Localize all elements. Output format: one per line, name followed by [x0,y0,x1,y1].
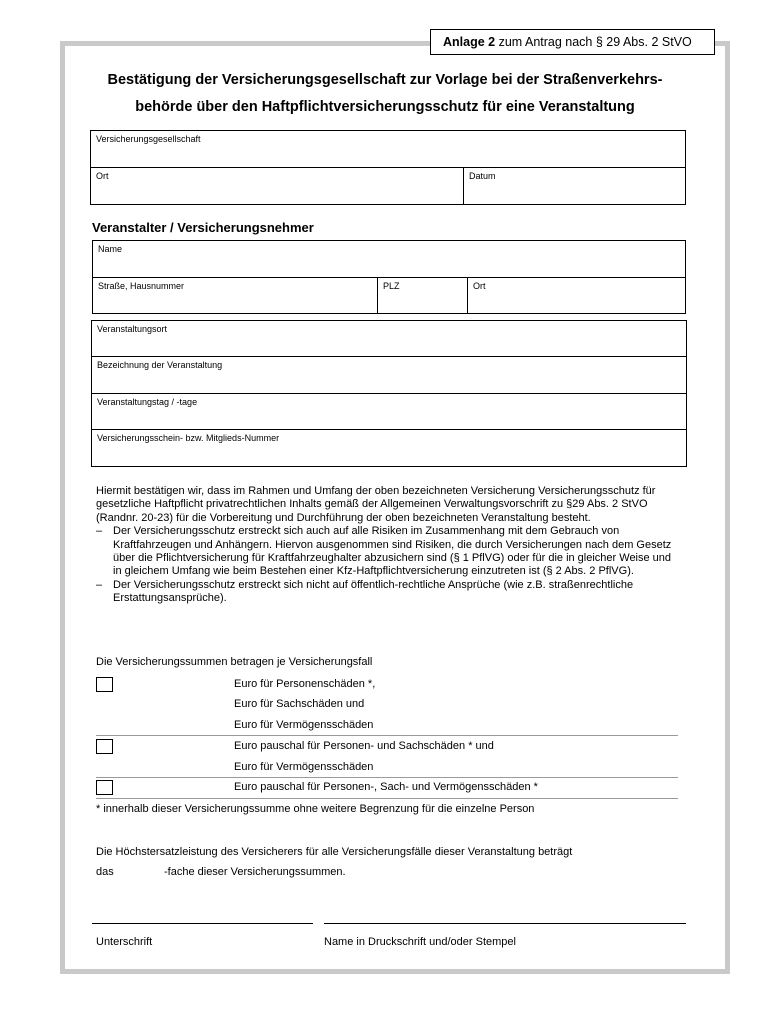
insurer-date-field[interactable] [463,167,686,205]
name-stamp-line[interactable] [324,923,686,924]
signature-label: Unterschrift [96,936,153,948]
option-1-separator [96,735,678,736]
policy-number-label: Versicherungsschein- bzw. Mitglieds-Nummer [97,433,280,443]
option-2-separator [96,777,678,778]
option-1-person-damage: Euro für Personenschäden *, [234,678,376,690]
statement-bullet-2-text: Der Versicherungsschutz erstreckt sich nicht auf öffentlich-rechtliche Ansprüche (wie z.B. straßenrechtliche Erstattungsansprüche). [113,578,634,605]
insurer-date-label: Datum [469,171,496,181]
organizer-city-label: Ort [473,281,486,291]
confirmation-statement [96,485,676,606]
organizer-zip-field[interactable] [377,277,467,314]
sums-intro: Die Versicherungssummen betragen je Versicherungsfall [96,656,373,668]
statement-bullet-2 [96,579,676,606]
insurance-company-field[interactable] [90,130,686,167]
max-payout-text: Die Höchstersatzleistung des Versicherers für alle Versicherungsfälle dieser Veranstaltung beträgt [96,846,573,858]
option-3-checkbox[interactable] [96,780,113,795]
statement-bullet-1 [96,525,676,579]
event-days-field[interactable] [91,393,687,429]
organizer-city-field[interactable] [467,277,686,314]
bullet-dash: – [96,578,103,591]
option-2-lump-sum: Euro pauschal für Personen- und Sachschäden * und [234,740,494,752]
option-1-financial-damage: Euro für Vermögensschäden [234,719,374,731]
anlage-number: Anlage 2 [443,35,496,49]
max-payout-factor: -fache dieser Versicherungssummen. [164,866,346,878]
option-3-lump-sum: Euro pauschal für Personen-, Sach- und Vermögensschäden * [234,781,538,793]
insurance-company-label: Versicherungsgesellschaft [96,134,201,144]
title-line-2: behörde über den Haftpflichtversicherungsschutz für eine Veranstaltung [135,99,635,115]
organizer-street-label: Straße, Hausnummer [98,281,185,291]
policy-number-field[interactable] [91,429,687,467]
event-title-field[interactable] [91,356,687,393]
document-title [85,67,685,121]
event-title-label: Bezeichnung der Veranstaltung [97,360,223,370]
name-stamp-label: Name in Druckschrift und/oder Stempel [324,936,516,948]
option-1-property-damage: Euro für Sachschäden und [234,698,365,710]
statement-intro: Hiermit bestätigen wir, dass im Rahmen und Umfang der oben bezeichneten Versicherung Versicherungsschutz für gesetzliche Haftpflicht privatrechtlichen Inhalts gemäß der Allgemeinen Verwaltungsvorschrift zu §29 Abs. 2 StVO (Randnr. 20-23) für die Vorbereitung und Durchführung der oben bezeichneten Veranstaltung besteht. [96,485,656,524]
organizer-name-label: Name [98,244,123,254]
event-location-field[interactable] [91,320,687,356]
option-1-checkbox[interactable] [96,677,113,692]
title-line-1: Bestätigung der Versicherungsgesellschaft zur Vorlage bei der Straßenverkehrs- [107,72,663,88]
sums-footnote: * innerhalb dieser Versicherungssumme ohne weitere Begrenzung für die einzelne Person [96,803,535,815]
option-2-checkbox[interactable] [96,739,113,754]
bullet-dash: – [96,525,103,538]
statement-bullet-1-text: Der Versicherungsschutz erstreckt sich auch auf alle Risiken im Zusammenhang mit dem Gebrauch von Kraftfahrzeugen und Anhängern. Hiervon ausgenommen sind Risiken, die durch Versicherungen nach dem Gesetz über die Pflichtversicherung für Kraftfahrzeughalter abzusichern sind (§ 1 PflVG) oder für die in gleicher Weise und in gleichem Umfang wie beim Bestehen einer Kfz-Haftpflichtversicherung einzutreten ist (§ 2 Abs. 2 PflVG). [113,525,672,578]
max-payout-das: das [96,866,114,878]
event-days-label: Veranstaltungstag / -tage [97,397,198,407]
signature-line[interactable] [92,923,313,924]
organizer-street-field[interactable] [92,277,377,314]
insurer-place-label: Ort [96,171,109,181]
anlage-label [430,29,715,55]
option-2-financial-damage: Euro für Vermögensschäden [234,761,374,773]
option-3-separator [96,798,678,799]
organizer-name-field[interactable] [92,240,686,277]
organizer-zip-label: PLZ [383,281,400,291]
event-location-label: Veranstaltungsort [97,324,168,334]
insurer-place-field[interactable] [90,167,463,205]
organizer-heading: Veranstalter / Versicherungsnehmer [92,220,314,235]
anlage-text: zum Antrag nach § 29 Abs. 2 StVO [495,35,692,49]
